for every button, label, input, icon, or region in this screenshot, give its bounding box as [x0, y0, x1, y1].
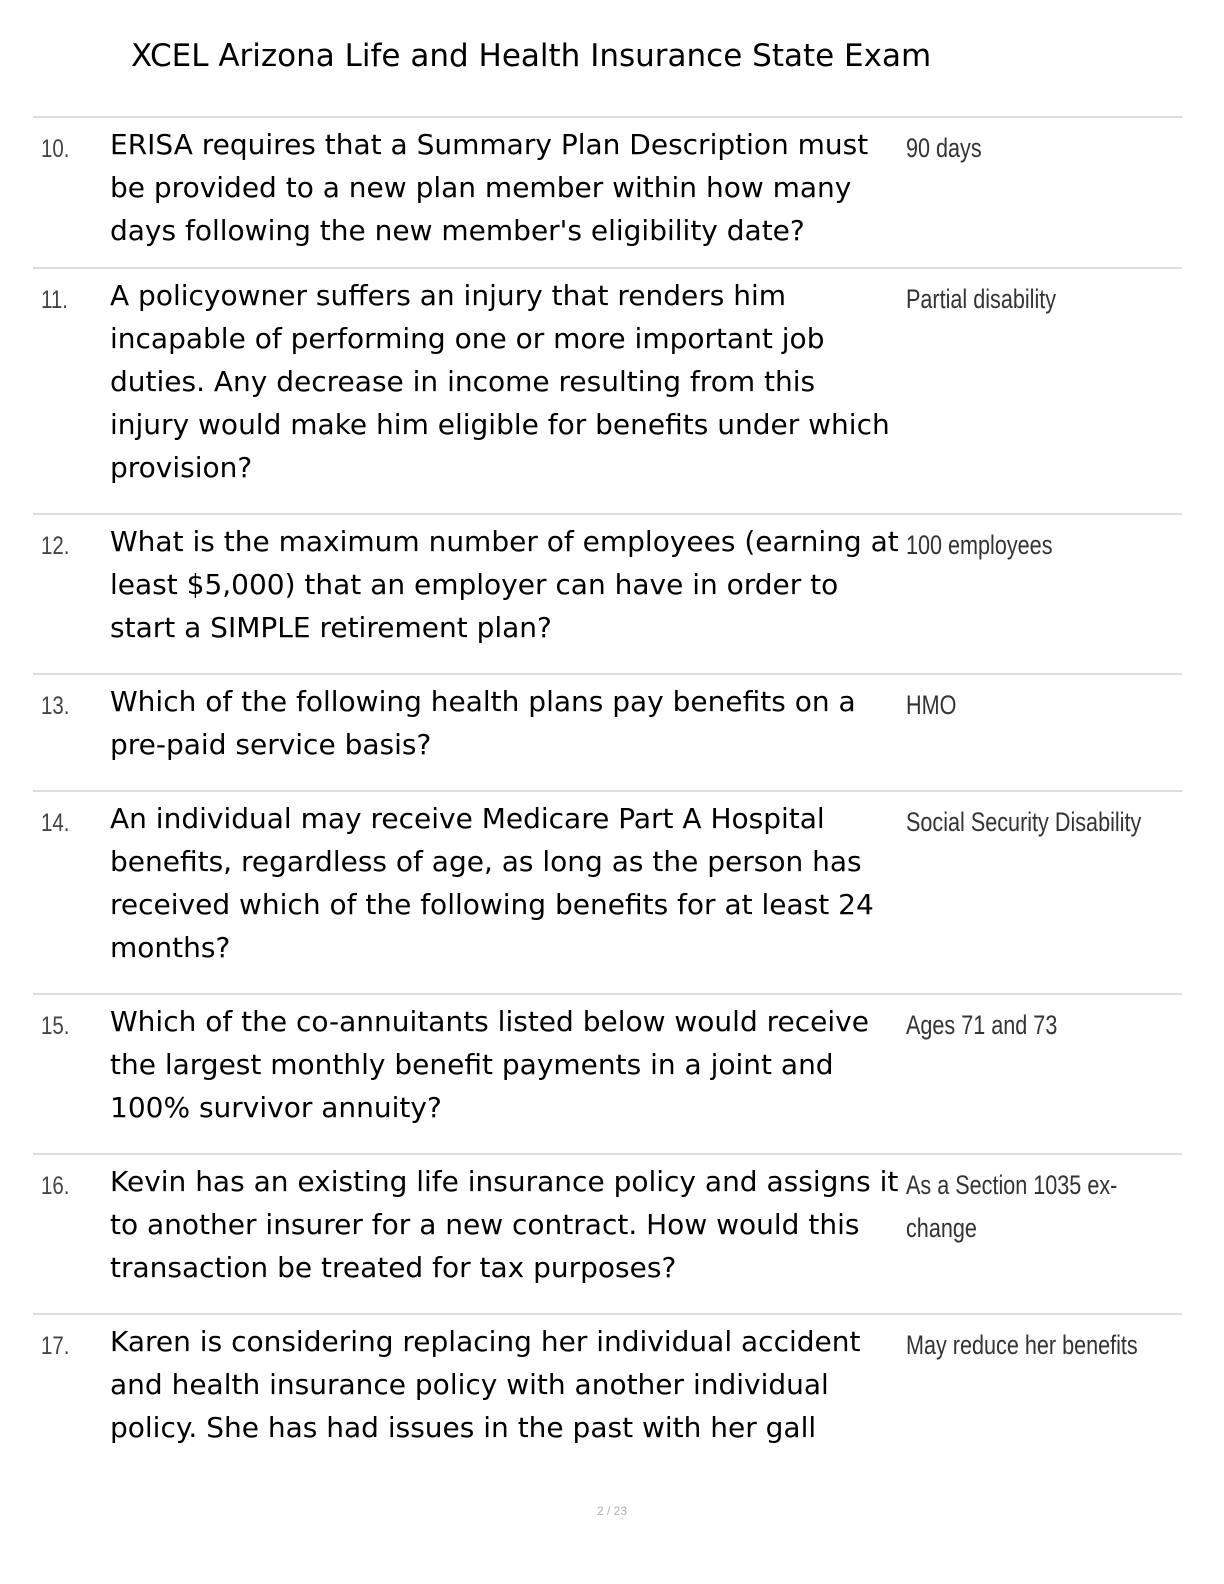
question-row: [33, 267, 1182, 513]
question-row: [33, 513, 1182, 673]
question-number: 13.: [41, 692, 70, 720]
question-row: [33, 673, 1182, 790]
question-number: 10.: [41, 135, 70, 163]
answer-text: [906, 1324, 1138, 1367]
question-row: [33, 993, 1182, 1153]
question-list: [33, 116, 1182, 1473]
question-number: 12.: [41, 532, 70, 560]
answer-line: change: [906, 1213, 977, 1243]
answer-text: [906, 524, 1106, 567]
question-number: 15.: [41, 1012, 70, 1040]
question-text: A policyowner suffers an injury that renders him incapable of performing one or more important job duties. Any decrease in income resulting from this injury would make him eligible for benefits under which provision?: [110, 279, 890, 484]
question-text: Kevin has an existing life insurance policy and assigns it to another insurer for a new contract. How would this transaction be treated for tax purposes?: [110, 1165, 899, 1284]
question-number: 17.: [41, 1332, 70, 1360]
question-text: Which of the following health plans pay benefits on a pre-paid service basis?: [110, 685, 856, 761]
answer-text: [906, 1004, 1106, 1047]
document-title: XCEL Arizona Life and Health Insurance State Exam: [131, 38, 932, 74]
answer-text: [906, 127, 1106, 170]
page-indicator: 2 / 23: [596, 1504, 628, 1518]
question-text: An individual may receive Medicare Part A Hospital benefits, regardless of age, as long as the person has received which of the following benefits for at least 24 months?: [110, 802, 874, 964]
question-number: 11.: [41, 286, 68, 314]
question-text: Which of the co-annuitants listed below would receive the largest monthly benefit payments in a joint and 100% survivor annuity?: [110, 1005, 869, 1124]
answer-text: [906, 684, 1106, 727]
question-text: What is the maximum number of employees (earning at least $5,000) that an employer can have in order to start a SIMPLE retirement plan?: [110, 525, 899, 644]
question-row: [33, 1313, 1182, 1473]
question-text: ERISA requires that a Summary Plan Description must be provided to a new plan member within how many days following the new member's eligibility date?: [110, 128, 869, 247]
answer-text: [906, 1164, 1118, 1250]
answer-text: [906, 278, 1106, 321]
answer-line: May reduce her benefits: [906, 1330, 1138, 1360]
answer-line: As a Section 1035 ex-: [906, 1170, 1118, 1200]
answer-line: Social Security Disability: [906, 807, 1142, 837]
answer-line: 90 days: [906, 133, 982, 163]
question-text: Karen is considering replacing her individual accident and health insurance policy with another individual policy. She has had issues in the past with her gall: [110, 1325, 861, 1444]
question-number: 16.: [41, 1172, 70, 1200]
answer-text: [906, 801, 1142, 844]
question-row: [33, 790, 1182, 993]
question-row: [33, 116, 1182, 267]
question-number: 14.: [41, 809, 70, 837]
question-row: [33, 1153, 1182, 1313]
answer-line: Partial disability: [906, 284, 1057, 314]
answer-line: HMO: [906, 690, 957, 720]
answer-line: Ages 71 and 73: [906, 1010, 1058, 1040]
answer-line: 100 employees: [906, 530, 1053, 560]
